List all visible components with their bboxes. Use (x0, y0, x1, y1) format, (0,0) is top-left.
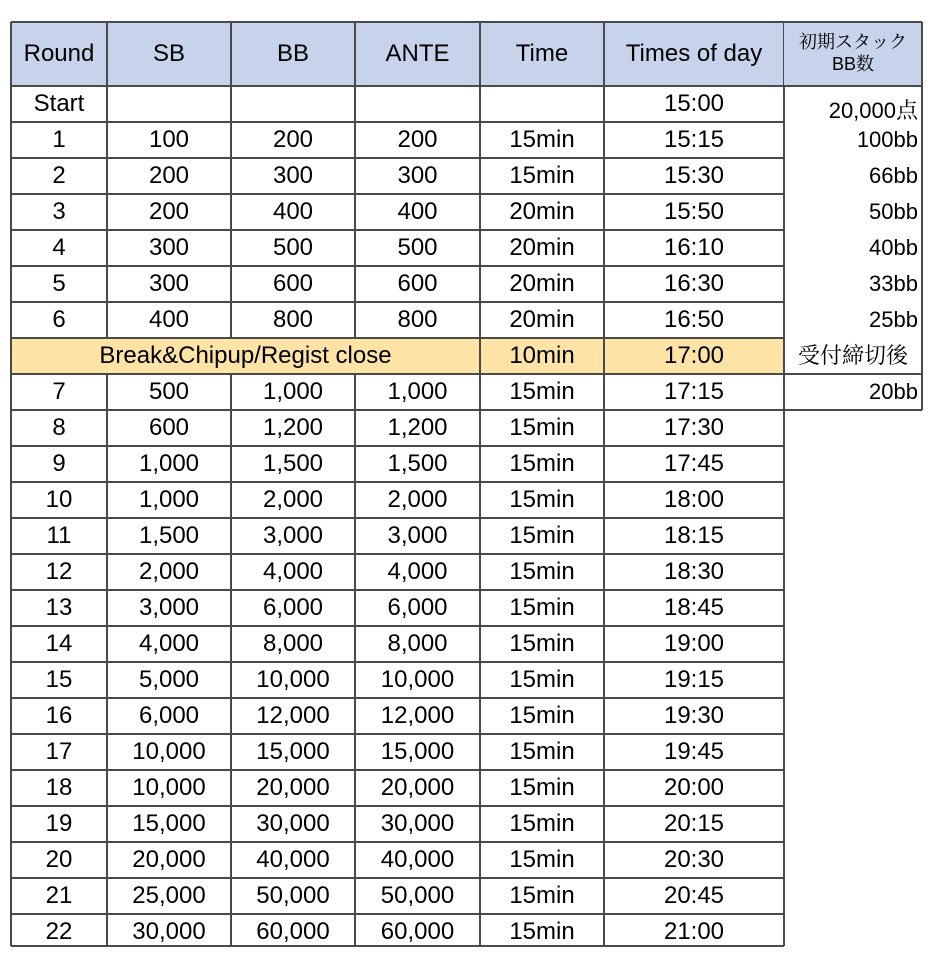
round-sb-cell: 600 (148, 414, 190, 441)
grid-hline (11, 445, 784, 447)
round-time-of-day-cell: 17:45 (663, 450, 725, 477)
round-time-cell: 15min (509, 738, 575, 765)
round-time-of-day-cell: 18:15 (663, 522, 725, 549)
grid-hline (11, 157, 784, 159)
round-time-of-day-cell: 19:00 (663, 630, 725, 657)
round-time-cell: 15min (509, 630, 575, 657)
round-bb-cell: 15,000 (256, 738, 330, 765)
grid-hline (11, 625, 784, 627)
round-round-cell: 12 (45, 558, 73, 585)
round-time-of-day-cell: 16:10 (663, 234, 725, 261)
round-time-of-day-cell: 20:30 (663, 846, 725, 873)
bb-count-cell: 66bb (869, 163, 918, 188)
round-round-cell: 7 (52, 378, 66, 405)
grid-hline (11, 517, 784, 519)
round-time-cell: 15min (509, 450, 575, 477)
round-time-cell: 15min (509, 594, 575, 621)
round-ante-cell: 40,000 (380, 846, 455, 873)
grid-vline (479, 22, 481, 946)
round-ante-cell: 200 (397, 126, 438, 153)
round-sb-cell: 6,000 (138, 702, 200, 729)
round-time-of-day-cell: 15:30 (663, 162, 725, 189)
side-hline (784, 21, 922, 23)
round-sb-cell: 3,000 (138, 594, 200, 621)
start-sb-cell (107, 86, 231, 122)
round-ante-cell: 300 (397, 162, 438, 189)
round-time-of-day-cell: 20:45 (663, 882, 725, 909)
round-time-cell: 15min (509, 774, 575, 801)
side-hline (784, 409, 922, 411)
grid-hline (11, 589, 784, 591)
round-time-of-day-cell: 20:00 (663, 774, 725, 801)
grid-hline (11, 841, 784, 843)
round-time-of-day-cell: 21:00 (663, 918, 725, 945)
start-round-cell: Start (33, 90, 85, 117)
round-round-cell: 21 (45, 882, 73, 909)
grid-hline (11, 193, 784, 195)
bb-count-cell: 33bb (869, 271, 918, 296)
after-close-label: 受付締切後 (797, 343, 908, 368)
break-time: 10min (480, 338, 604, 374)
round-round-cell: 9 (52, 450, 66, 477)
round-bb-cell: 6,000 (262, 594, 324, 621)
round-bb-cell: 600 (272, 270, 314, 297)
round-ante-cell: 500 (397, 234, 438, 261)
round-ante-cell: 30,000 (380, 810, 455, 837)
round-ante-cell: 1,200 (387, 414, 448, 441)
round-bb-cell: 40,000 (256, 846, 330, 873)
round-time-of-day-cell: 18:00 (663, 486, 725, 513)
grid-hline (11, 697, 784, 699)
round-ante-cell: 800 (397, 306, 438, 333)
round-ante-cell: 2,000 (387, 486, 448, 513)
start-time-cell (480, 86, 604, 122)
round-bb-cell: 300 (272, 162, 314, 189)
round-time-cell: 15min (509, 486, 575, 513)
round-sb-cell: 10,000 (132, 738, 206, 765)
round-time-of-day-cell: 17:15 (663, 378, 725, 405)
grid-hline (11, 769, 784, 771)
round-time-of-day-cell: 16:30 (663, 270, 725, 297)
round-ante-cell: 8,000 (387, 630, 448, 657)
round-ante-cell: 6,000 (387, 594, 448, 621)
header-time-of-day: Times of day (604, 22, 784, 86)
round-bb-cell: 20,000 (256, 774, 330, 801)
round-ante-cell: 600 (397, 270, 438, 297)
round-time-cell: 15min (509, 702, 575, 729)
round-sb-cell: 400 (148, 306, 190, 333)
header-ante: ANTE (355, 22, 480, 86)
round-sb-cell: 1,000 (138, 486, 200, 513)
grid-vline (10, 22, 12, 946)
grid-hline (11, 21, 784, 23)
round-sb-cell: 4,000 (138, 630, 200, 657)
header-sb: SB (107, 22, 231, 86)
round-sb-cell: 25,000 (132, 882, 206, 909)
grid-hline (11, 85, 784, 87)
round-sb-cell: 15,000 (132, 810, 206, 837)
start-bb-cell (231, 86, 355, 122)
after-close-bb: 20bb (869, 379, 918, 404)
round-bb-cell: 4,000 (262, 558, 324, 585)
grid-hline (11, 337, 784, 339)
grid-hline (11, 553, 784, 555)
round-sb-cell: 300 (148, 270, 190, 297)
round-sb-cell: 1,000 (138, 450, 200, 477)
header-round: Round (11, 22, 107, 86)
round-sb-cell: 20,000 (132, 846, 206, 873)
round-sb-cell: 1,500 (138, 522, 200, 549)
round-ante-cell: 400 (397, 198, 438, 225)
round-ante-cell: 15,000 (380, 738, 455, 765)
round-round-cell: 4 (52, 234, 66, 261)
round-bb-cell: 800 (272, 306, 314, 333)
round-round-cell: 20 (45, 846, 73, 873)
round-round-cell: 14 (45, 630, 73, 657)
round-time-of-day-cell: 19:15 (663, 666, 725, 693)
grid-vline (354, 22, 356, 338)
round-bb-cell: 30,000 (256, 810, 330, 837)
round-time-of-day-cell: 18:45 (663, 594, 725, 621)
round-round-cell: 19 (45, 810, 73, 837)
grid-hline (11, 265, 784, 267)
round-ante-cell: 20,000 (380, 774, 455, 801)
grid-hline (11, 945, 784, 947)
round-sb-cell: 500 (148, 378, 190, 405)
round-round-cell: 17 (45, 738, 73, 765)
round-bb-cell: 1,200 (262, 414, 324, 441)
initial-stack-header (784, 22, 922, 86)
round-bb-cell: 2,000 (262, 486, 324, 513)
round-round-cell: 13 (45, 594, 73, 621)
round-round-cell: 10 (45, 486, 73, 513)
round-ante-cell: 1,500 (387, 450, 448, 477)
break-time-of-day: 17:00 (604, 338, 784, 374)
round-time-cell: 15min (509, 918, 575, 945)
grid-hline (11, 877, 784, 879)
round-bb-cell: 1,500 (262, 450, 324, 477)
bb-count-cell: 100bb (856, 127, 918, 152)
grid-vline (354, 374, 356, 946)
side-hline (784, 373, 922, 375)
header-time: Time (480, 22, 604, 86)
grid-vline (106, 22, 108, 338)
grid-hline (11, 661, 784, 663)
round-time-cell: 15min (509, 666, 575, 693)
bb-count-cell: 50bb (869, 199, 918, 224)
round-round-cell: 6 (52, 306, 66, 333)
round-sb-cell: 300 (148, 234, 190, 261)
round-bb-cell: 8,000 (262, 630, 324, 657)
round-time-cell: 20min (509, 270, 575, 297)
round-bb-cell: 1,000 (262, 378, 324, 405)
round-time-cell: 20min (509, 198, 575, 225)
round-time-of-day-cell: 20:15 (663, 810, 725, 837)
round-time-of-day-cell: 15:50 (663, 198, 725, 225)
round-time-cell: 15min (509, 378, 575, 405)
grid-hline (11, 301, 784, 303)
round-time-cell: 15min (509, 558, 575, 585)
initial-stack-header-line1: 初期スタック (799, 32, 907, 53)
round-bb-cell: 12,000 (256, 702, 330, 729)
round-time-cell: 15min (509, 846, 575, 873)
grid-vline (106, 374, 108, 946)
round-time-of-day-cell: 17:30 (663, 414, 725, 441)
round-ante-cell: 10,000 (380, 666, 455, 693)
grid-vline (230, 374, 232, 946)
side-vline (921, 22, 923, 410)
round-time-of-day-cell: 19:30 (663, 702, 725, 729)
round-time-of-day-cell: 19:45 (663, 738, 725, 765)
round-round-cell: 18 (45, 774, 73, 801)
round-ante-cell: 50,000 (380, 882, 455, 909)
round-sb-cell: 100 (148, 126, 190, 153)
round-sb-cell: 30,000 (132, 918, 206, 945)
round-round-cell: 5 (52, 270, 66, 297)
grid-hline (11, 805, 784, 807)
round-bb-cell: 10,000 (256, 666, 330, 693)
round-round-cell: 1 (52, 126, 66, 153)
round-sb-cell: 2,000 (138, 558, 200, 585)
break-label: Break&Chipup/Regist close (11, 338, 480, 374)
start-time-of-day-cell: 15:00 (663, 90, 725, 117)
round-bb-cell: 50,000 (256, 882, 330, 909)
round-time-cell: 15min (509, 126, 575, 153)
round-time-cell: 15min (509, 414, 575, 441)
round-round-cell: 3 (52, 198, 66, 225)
grid-hline (11, 409, 784, 411)
round-bb-cell: 60,000 (256, 918, 330, 945)
round-ante-cell: 3,000 (387, 522, 448, 549)
round-time-cell: 20min (509, 306, 575, 333)
grid-hline (11, 373, 784, 375)
round-round-cell: 2 (52, 162, 66, 189)
grid-hline (11, 229, 784, 231)
round-bb-cell: 500 (272, 234, 314, 261)
round-sb-cell: 10,000 (132, 774, 206, 801)
round-round-cell: 15 (45, 666, 73, 693)
bb-count-cell: 25bb (869, 307, 918, 332)
start-ante-cell (355, 86, 480, 122)
round-ante-cell: 12,000 (380, 702, 455, 729)
round-time-cell: 15min (509, 882, 575, 909)
grid-hline (11, 913, 784, 915)
round-ante-cell: 4,000 (387, 558, 448, 585)
round-sb-cell: 200 (148, 162, 190, 189)
round-round-cell: 8 (52, 414, 66, 441)
round-ante-cell: 1,000 (387, 378, 448, 405)
grid-hline (11, 121, 784, 123)
grid-vline (230, 22, 232, 338)
round-bb-cell: 200 (272, 126, 314, 153)
grid-hline (11, 481, 784, 483)
side-hline (784, 85, 922, 87)
round-ante-cell: 60,000 (380, 918, 455, 945)
round-bb-cell: 3,000 (262, 522, 324, 549)
round-time-cell: 15min (509, 522, 575, 549)
round-bb-cell: 400 (272, 198, 314, 225)
grid-vline (603, 22, 605, 946)
round-round-cell: 16 (45, 702, 73, 729)
initial-stack-header-line2: BB数 (831, 54, 874, 74)
round-round-cell: 11 (46, 522, 72, 549)
header-bb: BB (231, 22, 355, 86)
round-time-of-day-cell: 18:30 (663, 558, 725, 585)
round-time-of-day-cell: 15:15 (663, 126, 725, 153)
round-round-cell: 22 (45, 918, 73, 945)
bb-count-cell: 40bb (869, 235, 918, 260)
round-time-cell: 15min (509, 810, 575, 837)
round-sb-cell: 5,000 (138, 666, 200, 693)
round-time-of-day-cell: 16:50 (663, 306, 725, 333)
initial-stack-value: 20,000点 (828, 98, 918, 123)
round-time-cell: 20min (509, 234, 575, 261)
grid-hline (11, 733, 784, 735)
round-time-cell: 15min (509, 162, 575, 189)
round-sb-cell: 200 (148, 198, 190, 225)
